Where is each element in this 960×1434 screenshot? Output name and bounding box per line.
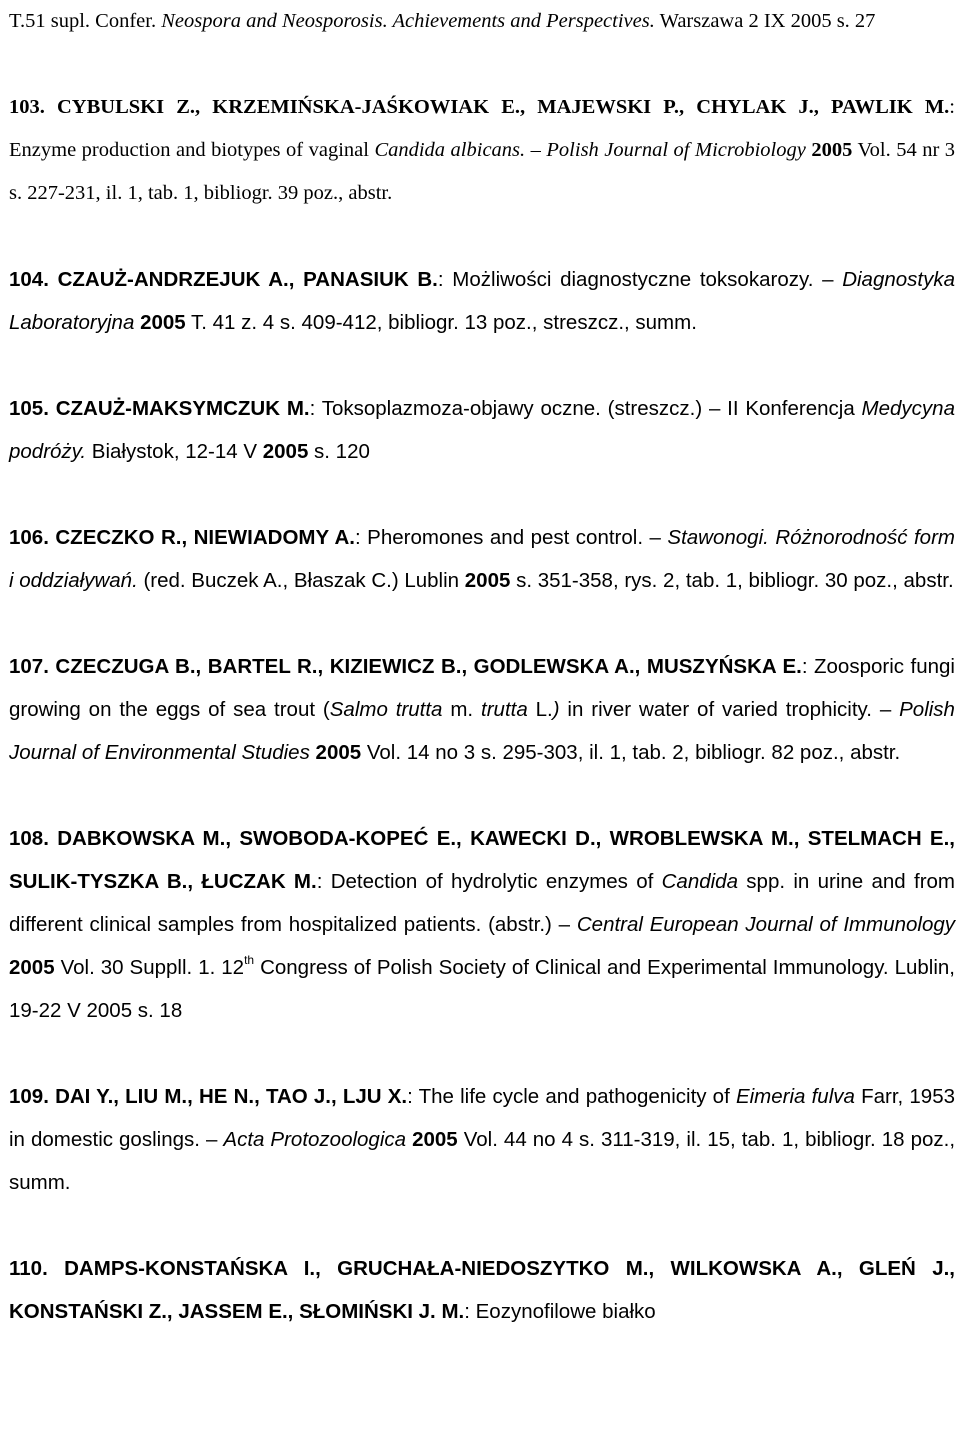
entry-text: : Eozynofilowe białko [464,1300,656,1323]
entry-italic-text: Candida [661,870,738,893]
entry-text: m. [442,698,482,721]
entry-text: s. 120 [308,440,370,463]
entry-italic-text: Diagnostyka Laboratoryjna [9,268,956,334]
entry-authors: 108. DABKOWSKA M., SWOBODA-KOPEĆ E., KAWECKI D., WROBLEWSKA M., STELMACH E., SULIK-TYSZKA B., ŁUCZAK M. [9,827,955,893]
entry-authors: 2005 [464,569,511,592]
entry-authors: 2005 [315,741,362,764]
entry-authors: 2005 [811,139,853,161]
entry-104 [9,258,955,344]
entry-text: th [244,953,255,967]
entry-authors: 109. DAI Y., LIU M., HE N., TAO J., LJU X. [9,1085,408,1108]
entry-text: : Detection of hydrolytic enzymes of [316,870,662,893]
entry-105 [9,387,955,473]
entry-text: : Toksoplazmoza-objawy oczne. (streszcz.) – II Konferencja [309,397,862,420]
entry-authors: 106. CZECZKO R., NIEWIADOMY A. [9,526,355,549]
entry-109 [9,1075,955,1204]
entry-italic-text: Neospora and Neosporosis. Achievements and Perspectives. [161,10,655,32]
entry-text: in river water of varied trophicity. – [559,698,900,721]
entry-text: : Enzyme production and biotypes of vaginal [9,96,955,161]
entry-text: T.51 supl. Confer. [9,10,162,32]
entry-authors: 2005 [9,956,55,979]
entry-italic-text: Polish Journal of Microbiology [546,139,806,161]
entry-text: (red. Buczek A., Błaszak C.) Lublin [137,569,465,592]
entry-t51 [9,0,955,43]
entry-italic-text: Eimeria fulva [735,1085,855,1108]
entry-text: s. 351-358, rys. 2, tab. 1, bibliogr. 30 poz., abstr. [510,569,954,592]
entry-text: : Zoosporic fungi growing on the eggs of sea trout ( [9,655,955,721]
entry-italic-text: Medycyna podróży. [9,397,955,463]
entry-italic-text: Acta Protozoologica [223,1128,407,1151]
entry-authors: 103. CYBULSKI Z., KRZEMIŃSKA-JAŚKOWIAK E., MAJEWSKI P., CHYLAK J., PAWLIK M. [9,96,950,118]
entry-103 [9,86,955,215]
entry-authors: 2005 [412,1128,458,1151]
entry-text: : Możliwości diagnostyczne toksokarozy. – [437,268,843,291]
entry-authors: 104. CZAUŻ-ANDRZEJUK A., PANASIUK B. [9,268,438,291]
entry-text: L. [527,698,553,721]
entry-text: – [525,139,547,161]
entry-italic-text: trutta [481,698,528,721]
entry-110 [9,1247,955,1333]
entry-text: T. 41 z. 4 s. 409-412, bibliogr. 13 poz., streszcz., summ. [185,311,697,334]
entry-authors: 2005 [262,440,309,463]
entry-authors: 107. CZECZUGA B., BARTEL R., KIZIEWICZ B., GODLEWSKA A., MUSZYŃSKA E. [9,655,802,678]
entry-italic-text: Candida albicans. [374,139,526,161]
entry-authors: 105. CZAUŻ-MAKSYMCZUK M. [9,397,310,420]
entry-text: Warszawa 2 IX 2005 s. 27 [654,10,876,32]
entry-text: Vol. 14 no 3 s. 295-303, il. 1, tab. 2, bibliogr. 82 poz., abstr. [361,741,901,764]
entry-text: : The life cycle and pathogenicity of [407,1085,736,1108]
entry-108 [9,817,955,1032]
entry-text: spp. in urine and from different clinical samples from hospitalized patients. (abstr.) – [9,870,955,936]
entry-text: Vol. 30 Suppll. 1. 12 [54,956,245,979]
entry-text: : Pheromones and pest control. – [355,526,668,549]
entry-106 [9,516,955,602]
entry-text: Białystok, 12-14 V [86,440,263,463]
entry-text: Vol. 44 no 4 s. 311-319, il. 15, tab. 1, bibliogr. 18 poz., summ. [9,1128,956,1194]
entry-text: Vol. 54 nr 3 s. 227-231, il. 1, tab. 1, bibliogr. 39 poz., abstr. [9,139,956,204]
document-page [9,0,955,1333]
entry-italic-text: Polish Journal of Environmental Studies [9,698,955,764]
entry-italic-text: ) [552,698,560,721]
entry-107 [9,645,955,774]
entry-authors: 2005 [140,311,186,334]
entry-text: Congress of Polish Society of Clinical and Experimental Immunology. Lublin, 19-22 V 2005 s. 18 [9,956,955,1022]
entry-italic-text: Salmo trutta [329,698,443,721]
entry-italic-text: Central European Journal of Immunology [576,913,956,936]
entry-authors: 110. DAMPS-KONSTAŃSKA I., GRUCHAŁA-NIEDOSZYTKO M., WILKOWSKA A., GLEŃ J., KONSTAŃSKI Z., JASSEM E., SŁOMIŃSKI J. M. [9,1257,955,1323]
entry-italic-text: Stawonogi. Różnorodność form i oddziaływań. [9,526,955,592]
entry-text: Farr, 1953 in domestic goslings. – [9,1085,956,1151]
